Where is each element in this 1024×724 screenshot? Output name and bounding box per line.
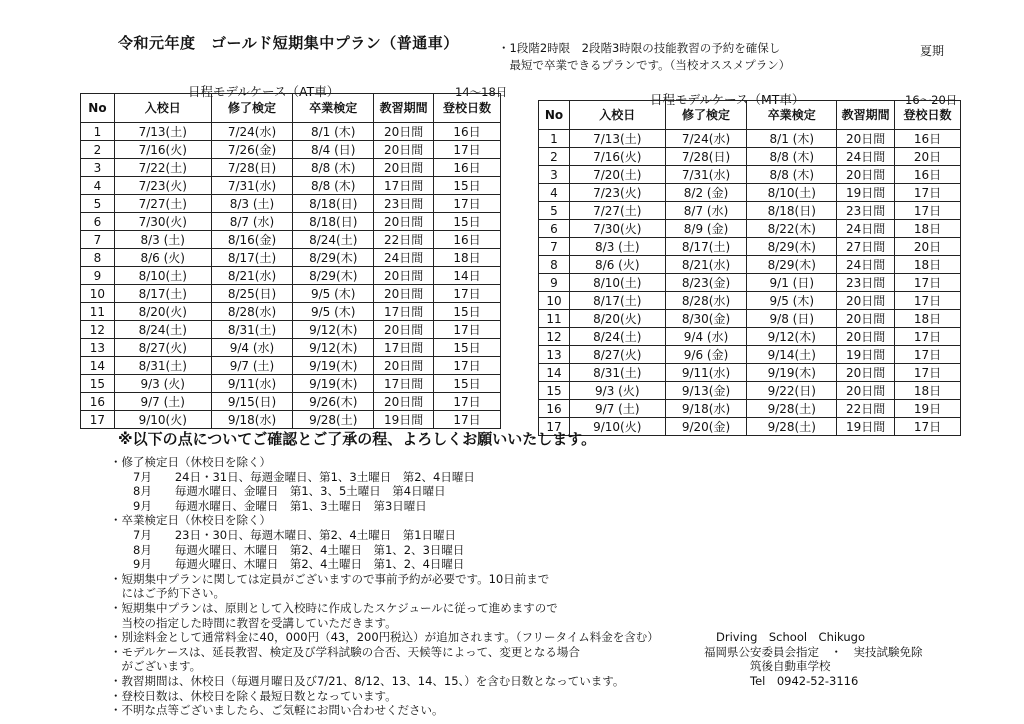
table-row — [539, 130, 961, 148]
table-cell: 17日 — [434, 393, 501, 411]
note-line: ・卒業検定日（休校日を除く） — [110, 513, 271, 528]
table-cell: 17 — [539, 418, 570, 436]
table-cell: 7/28(日) — [211, 159, 293, 177]
plan-description-line: 最短で卒業できるプランです。（当校オススメプラン） — [498, 58, 791, 72]
table-cell: 8/22(木) — [747, 220, 837, 238]
note-line: 8月 毎週火曜日、木曜日 第2、4土曜日 第1、2、3日曜日 — [110, 542, 465, 557]
table-cell: 19日間 — [837, 346, 895, 364]
table-cell: 9/22(日) — [747, 382, 837, 400]
table-cell: 17日 — [895, 328, 961, 346]
table-cell: 27日間 — [837, 238, 895, 256]
table-cell: 9 — [539, 274, 570, 292]
table-cell: 18日 — [895, 310, 961, 328]
table-cell: 8/21(水) — [211, 267, 293, 285]
table-cell: 17日間 — [374, 339, 434, 357]
note-line: ・モデルケースは、延長教習、検定及び学科試験の合否、天候等によって、変更となる場合 — [110, 644, 580, 659]
table-cell: 9/12(木) — [293, 321, 374, 339]
table-cell: 9/3 (火) — [114, 375, 211, 393]
table-cell: 17日 — [895, 346, 961, 364]
table-cell: 20日 — [895, 238, 961, 256]
table-cell: 8/29(木) — [747, 256, 837, 274]
table-cell: 8/1 (木) — [747, 130, 837, 148]
table-cell: 8/8 (木) — [747, 148, 837, 166]
table-cell: 15日 — [434, 339, 501, 357]
table-cell: 9/18(水) — [665, 400, 747, 418]
document-title: 令和元年度 ゴールド短期集中プラン（普通車） — [118, 34, 459, 52]
table-cell: 9/15(日) — [211, 393, 293, 411]
table-cell: 17日 — [434, 141, 501, 159]
table-cell: 24日間 — [837, 220, 895, 238]
table-cell: 9/11(水) — [665, 364, 747, 382]
table-cell: 2 — [539, 148, 570, 166]
table-row — [81, 249, 501, 267]
mt-schedule-table — [538, 100, 961, 436]
table-cell: 6 — [81, 213, 115, 231]
table-cell: 6 — [539, 220, 570, 238]
table-cell: 8/24(土) — [114, 321, 211, 339]
table-cell: 9/4 (水) — [211, 339, 293, 357]
table-cell: 9/19(木) — [293, 375, 374, 393]
table-row — [539, 238, 961, 256]
table-cell: 7/23(火) — [569, 184, 665, 202]
table-cell: 8/18(日) — [293, 195, 374, 213]
table-cell: 24日間 — [837, 148, 895, 166]
table-cell: 8/29(木) — [747, 238, 837, 256]
table-cell: 20日間 — [837, 364, 895, 382]
table-row — [81, 195, 501, 213]
table-cell: 9/10(火) — [569, 418, 665, 436]
table-cell: 16 — [539, 400, 570, 418]
table-row — [539, 166, 961, 184]
table-cell: 20日間 — [374, 393, 434, 411]
table-cell: 8/17(土) — [211, 249, 293, 267]
table-cell: 14 — [81, 357, 115, 375]
table-cell: 1 — [81, 123, 115, 141]
note-line: にはご予約下さい。 — [110, 586, 225, 601]
table-cell: 17日間 — [374, 375, 434, 393]
table-cell: 9/7 (土) — [211, 357, 293, 375]
table-cell: 7/27(土) — [569, 202, 665, 220]
table-cell: 18日 — [895, 220, 961, 238]
note-line: がございます。 — [110, 659, 202, 674]
table-cell: 9/12(木) — [747, 328, 837, 346]
table-row — [81, 321, 501, 339]
table-cell: 17 — [81, 411, 115, 429]
table-cell: 2 — [81, 141, 115, 159]
table-cell: 9/19(木) — [747, 364, 837, 382]
table-cell: 7/24(水) — [211, 123, 293, 141]
table-row — [81, 123, 501, 141]
table-cell: 7/13(土) — [114, 123, 211, 141]
table-cell: 15日 — [434, 375, 501, 393]
note-line: ・教習期間は、休校日（毎週月曜日及び7/21、8/12、13、14、15、）を含む日数となっています。 — [110, 673, 625, 688]
table-cell: 8/31(土) — [211, 321, 293, 339]
table-row — [81, 159, 501, 177]
table-row — [81, 357, 501, 375]
table-cell: 8/7 (水) — [665, 202, 747, 220]
table-cell: 7/27(土) — [114, 195, 211, 213]
table-cell: 18日 — [895, 256, 961, 274]
table-cell: 20日間 — [837, 382, 895, 400]
table-cell: 23日間 — [837, 274, 895, 292]
table-row — [539, 328, 961, 346]
table-row — [539, 310, 961, 328]
table-row — [539, 400, 961, 418]
table-cell: 8/18(日) — [747, 202, 837, 220]
table-cell: 17日 — [895, 418, 961, 436]
at-schedule-table — [80, 93, 501, 429]
table-cell: 16日 — [434, 231, 501, 249]
table-cell: 8/28(水) — [211, 303, 293, 321]
table-cell: 17日 — [434, 321, 501, 339]
table-cell: 20日間 — [374, 213, 434, 231]
table-cell: 7/30(火) — [114, 213, 211, 231]
table-cell: 8/23(金) — [665, 274, 747, 292]
table-cell: 23日間 — [837, 202, 895, 220]
note-line: 7月 23日・30日、毎週木曜日、第2、4土曜日 第1日曜日 — [110, 527, 457, 542]
note-line: ・別途料金として通常料金に40，000円（43，200円税込）が追加されます。（フリータイム料金を含む） — [110, 630, 659, 645]
table-row — [539, 256, 961, 274]
table-cell: 7/16(火) — [114, 141, 211, 159]
table-cell: 17日 — [895, 364, 961, 382]
table-cell: 7/31(水) — [211, 177, 293, 195]
table-cell: 18日 — [895, 382, 961, 400]
column-header: No — [81, 94, 115, 123]
notes-list — [110, 455, 659, 718]
table-cell: 18日 — [434, 249, 501, 267]
table-cell: 17日間 — [374, 303, 434, 321]
table-cell: 3 — [81, 159, 115, 177]
table-cell: 8/30(金) — [665, 310, 747, 328]
table-cell: 10 — [81, 285, 115, 303]
table-cell: 8/4 (日) — [293, 141, 374, 159]
note-line: ・短期集中プランは、原則として入校時に作成したスケジュールに従って進めますので — [110, 600, 558, 615]
table-cell: 20日間 — [374, 285, 434, 303]
table-cell: 9/1 (日) — [747, 274, 837, 292]
table-cell: 8/25(日) — [211, 285, 293, 303]
column-header: 教習期間 — [374, 94, 434, 123]
table-cell: 3 — [539, 166, 570, 184]
table-cell: 8/28(水) — [665, 292, 747, 310]
table-cell: 1 — [539, 130, 570, 148]
table-cell: 17日 — [434, 411, 501, 429]
table-cell: 8/9 (金) — [665, 220, 747, 238]
table-cell: 14 — [539, 364, 570, 382]
table-cell: 8/29(木) — [293, 249, 374, 267]
table-cell: 20日間 — [837, 328, 895, 346]
table-cell: 9/19(木) — [293, 357, 374, 375]
column-header: 入校日 — [569, 101, 665, 130]
table-cell: 8/1 (木) — [293, 123, 374, 141]
column-header: 登校日数 — [895, 101, 961, 130]
table-cell: 20日 — [895, 148, 961, 166]
table-row — [81, 213, 501, 231]
table-cell: 8/10(土) — [114, 267, 211, 285]
note-line: 9月 毎週火曜日、木曜日 第2、4土曜日 第1、2、4日曜日 — [110, 557, 465, 572]
table-cell: 8/8 (木) — [293, 159, 374, 177]
table-cell: 7/24(水) — [665, 130, 747, 148]
table-cell: 22日間 — [374, 231, 434, 249]
table-cell: 15日 — [434, 303, 501, 321]
at-table-caption: 日程モデルケース（AT車） — [188, 84, 340, 99]
table-cell: 9/6 (金) — [665, 346, 747, 364]
table-cell: 9/18(水) — [211, 411, 293, 429]
note-line: ・不明な点等ございましたら、ご気軽にお問い合わせください。 — [110, 703, 444, 718]
table-cell: 12 — [81, 321, 115, 339]
table-cell: 8/27(火) — [569, 346, 665, 364]
table-header-row — [539, 101, 961, 130]
table-cell: 4 — [81, 177, 115, 195]
table-cell: 8 — [81, 249, 115, 267]
table-row — [539, 418, 961, 436]
season-label: 夏期 — [920, 44, 945, 58]
table-row — [81, 393, 501, 411]
table-cell: 7/28(日) — [665, 148, 747, 166]
table-cell: 16日 — [434, 123, 501, 141]
table-cell: 12 — [539, 328, 570, 346]
table-cell: 8/20(火) — [114, 303, 211, 321]
table-cell: 17日 — [895, 274, 961, 292]
table-cell: 17日 — [895, 202, 961, 220]
table-cell: 20日間 — [374, 159, 434, 177]
table-cell: 8/24(土) — [293, 231, 374, 249]
table-cell: 9/4 (水) — [665, 328, 747, 346]
table-cell: 17日 — [434, 195, 501, 213]
table-cell: 8/6 (火) — [569, 256, 665, 274]
column-header: 入校日 — [114, 94, 211, 123]
table-cell: 5 — [81, 195, 115, 213]
table-cell: 8/3 (土) — [114, 231, 211, 249]
table-cell: 8 — [539, 256, 570, 274]
table-cell: 9/12(木) — [293, 339, 374, 357]
table-cell: 9/14(土) — [747, 346, 837, 364]
table-cell: 17日 — [895, 292, 961, 310]
table-cell: 9 — [81, 267, 115, 285]
school-name-en: Driving School Chikugo — [716, 630, 865, 644]
table-row — [539, 274, 961, 292]
table-row — [81, 339, 501, 357]
table-cell: 20日間 — [374, 321, 434, 339]
school-phone: Tel 0942-52-3116 — [750, 673, 859, 688]
note-line: 7月 24日・31日、毎週金曜日、第1、3土曜日 第2、4日曜日 — [110, 469, 475, 484]
note-line: ・短期集中プランに関しては定員がございますので事前予約が必要です。10日前まで — [110, 571, 550, 586]
table-cell: 7/31(水) — [665, 166, 747, 184]
table-cell: 8/24(土) — [569, 328, 665, 346]
table-cell: 8/16(金) — [211, 231, 293, 249]
table-cell: 8/10(土) — [569, 274, 665, 292]
mt-days-range: 16～20日 — [905, 93, 958, 107]
table-cell: 9/5 (木) — [747, 292, 837, 310]
table-cell: 7/16(火) — [569, 148, 665, 166]
table-cell: 20日間 — [837, 292, 895, 310]
table-cell: 7/20(土) — [569, 166, 665, 184]
table-cell: 23日間 — [374, 195, 434, 213]
note-line: ・修了検定日（休校日を除く） — [110, 455, 271, 469]
table-cell: 7 — [539, 238, 570, 256]
table-cell: 24日間 — [837, 256, 895, 274]
table-cell: 24日間 — [374, 249, 434, 267]
table-cell: 7/13(土) — [569, 130, 665, 148]
table-cell: 9/5 (木) — [293, 285, 374, 303]
table-cell: 20日間 — [374, 267, 434, 285]
table-row — [539, 220, 961, 238]
table-row — [81, 231, 501, 249]
table-cell: 15 — [539, 382, 570, 400]
table-cell: 9/28(土) — [747, 418, 837, 436]
plan-description-line: ・1段階2時限 2段階3時限の技能教習の予約を確保し — [498, 41, 781, 55]
table-cell: 22日間 — [837, 400, 895, 418]
table-cell: 9/11(水) — [211, 375, 293, 393]
mt-table-caption: 日程モデルケース（MT車） — [650, 92, 805, 107]
table-cell: 8/31(土) — [569, 364, 665, 382]
table-cell: 11 — [81, 303, 115, 321]
table-cell: 9/5 (木) — [293, 303, 374, 321]
table-cell: 20日間 — [374, 357, 434, 375]
table-cell: 8/8 (木) — [293, 177, 374, 195]
plan-description — [498, 40, 790, 74]
table-cell: 8/3 (土) — [211, 195, 293, 213]
table-cell: 16日 — [895, 166, 961, 184]
table-cell: 15日 — [434, 177, 501, 195]
table-cell: 16日 — [434, 159, 501, 177]
column-header: 修了検定 — [665, 101, 747, 130]
table-cell: 8/17(土) — [114, 285, 211, 303]
table-row — [539, 364, 961, 382]
note-line: 8月 毎週水曜日、金曜日 第1、3、5土曜日 第4日曜日 — [110, 484, 446, 499]
table-cell: 20日間 — [374, 123, 434, 141]
table-cell: 13 — [539, 346, 570, 364]
school-designation: 福岡県公安委員会指定 ・ 実技試験免除 — [704, 644, 923, 659]
table-cell: 19日 — [895, 400, 961, 418]
table-row — [81, 267, 501, 285]
school-info — [704, 630, 923, 688]
table-cell: 19日間 — [837, 184, 895, 202]
table-cell: 8/18(日) — [293, 213, 374, 231]
table-cell: 16 — [81, 393, 115, 411]
table-cell: 8/20(火) — [569, 310, 665, 328]
table-cell: 17日間 — [374, 177, 434, 195]
table-cell: 20日間 — [837, 166, 895, 184]
table-cell: 15 — [81, 375, 115, 393]
table-row — [81, 285, 501, 303]
table-cell: 20日間 — [837, 310, 895, 328]
table-row — [81, 303, 501, 321]
table-cell: 8/31(土) — [114, 357, 211, 375]
table-cell: 17日 — [434, 357, 501, 375]
table-cell: 7/26(金) — [211, 141, 293, 159]
column-header: 修了検定 — [211, 94, 293, 123]
table-cell: 13 — [81, 339, 115, 357]
table-row — [81, 141, 501, 159]
table-cell: 9/13(金) — [665, 382, 747, 400]
table-row — [539, 184, 961, 202]
table-header-row — [81, 94, 501, 123]
table-cell: 9/3 (火) — [569, 382, 665, 400]
table-cell: 14日 — [434, 267, 501, 285]
table-row — [539, 202, 961, 220]
column-header: 卒業検定 — [293, 94, 374, 123]
table-cell: 10 — [539, 292, 570, 310]
column-header: 卒業検定 — [747, 101, 837, 130]
table-cell: 8/7 (水) — [211, 213, 293, 231]
at-days-range: 14～18日 — [455, 85, 508, 99]
table-cell: 9/7 (土) — [569, 400, 665, 418]
table-cell: 17日 — [434, 285, 501, 303]
table-cell: 8/6 (火) — [114, 249, 211, 267]
table-cell: 9/7 (土) — [114, 393, 211, 411]
table-cell: 17日 — [895, 184, 961, 202]
table-cell: 8/10(土) — [747, 184, 837, 202]
table-row — [539, 346, 961, 364]
table-cell: 8/3 (土) — [569, 238, 665, 256]
column-header: 登校日数 — [434, 94, 501, 123]
table-row — [81, 375, 501, 393]
school-name-jp: 筑後自動車学校 — [750, 659, 831, 673]
table-cell: 9/28(土) — [293, 411, 374, 429]
table-cell: 11 — [539, 310, 570, 328]
table-cell: 8/17(土) — [665, 238, 747, 256]
note-line: ・登校日数は、休校日を除く最短日数となっています。 — [110, 688, 397, 703]
note-line: 9月 毎週水曜日、金曜日 第1、3土曜日 第3日曜日 — [110, 498, 427, 513]
table-cell: 15日 — [434, 213, 501, 231]
table-cell: 4 — [539, 184, 570, 202]
table-cell: 9/26(木) — [293, 393, 374, 411]
table-cell: 9/28(土) — [747, 400, 837, 418]
table-row — [81, 411, 501, 429]
table-cell: 8/29(木) — [293, 267, 374, 285]
table-row — [539, 292, 961, 310]
table-cell: 19日間 — [374, 411, 434, 429]
table-cell: 5 — [539, 202, 570, 220]
table-cell: 8/2 (金) — [665, 184, 747, 202]
column-header: No — [539, 101, 570, 130]
table-cell: 9/20(金) — [665, 418, 747, 436]
table-cell: 7/23(火) — [114, 177, 211, 195]
table-row — [81, 177, 501, 195]
table-cell: 19日間 — [837, 418, 895, 436]
table-cell: 8/27(火) — [114, 339, 211, 357]
table-cell: 7 — [81, 231, 115, 249]
table-cell: 8/17(土) — [569, 292, 665, 310]
table-row — [539, 148, 961, 166]
table-cell: 8/8 (木) — [747, 166, 837, 184]
table-cell: 20日間 — [837, 130, 895, 148]
table-cell: 16日 — [895, 130, 961, 148]
note-line: 当校の指定した時間に教習を受講していただきます。 — [110, 615, 397, 630]
table-cell: 8/21(水) — [665, 256, 747, 274]
column-header: 教習期間 — [837, 101, 895, 130]
table-row — [539, 382, 961, 400]
table-cell: 9/8 (日) — [747, 310, 837, 328]
notice-heading: ※以下の点についてご確認とご了承の程、よろしくお願いいたします。 — [118, 430, 597, 448]
table-cell: 7/30(火) — [569, 220, 665, 238]
table-cell: 20日間 — [374, 141, 434, 159]
table-cell: 7/22(土) — [114, 159, 211, 177]
table-cell: 9/10(火) — [114, 411, 211, 429]
